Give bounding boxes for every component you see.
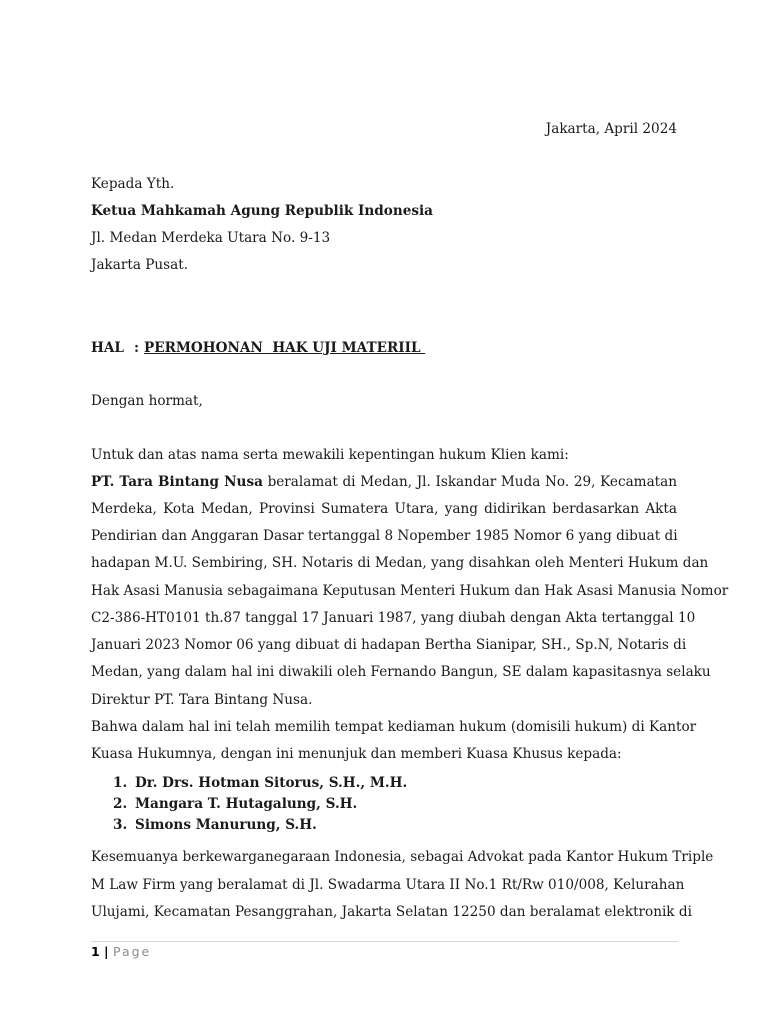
page-footer: [91, 942, 151, 962]
para3-line-3: Ulujami, Kecamatan Pesanggrahan, Jakarta Selatan 12250 dan beralamat elektronik di: [91, 904, 692, 920]
page-number: 1: [91, 944, 100, 959]
recipient-address-line-2: Jakarta Pusat.: [91, 257, 189, 273]
recipient-salutation: Kepada Yth.: [91, 176, 175, 192]
subject-text: PERMOHONAN HAK UJI MATERIIL: [144, 340, 426, 356]
para1-line-2: Merdeka, Kota Medan, Provinsi Sumatera Utara, yang didirikan berdasarkan Akta: [91, 501, 677, 517]
para1-line-3: Pendirian dan Anggaran Dasar tertanggal 8 Nopember 1985 Nomor 6 yang dibuat di: [91, 528, 678, 544]
page-word: Page: [112, 944, 152, 959]
para3-line-2: M Law Firm yang beralamat di Jl. Swadarma Utara II No.1 Rt/Rw 010/008, Kelurahan: [91, 877, 685, 893]
footer-divider: [91, 941, 678, 942]
para2-line-2: Kuasa Hukumnya, dengan ini menunjuk dan memberi Kuasa Khusus kepada:: [91, 746, 622, 762]
footer-separator: |: [99, 944, 113, 959]
attorney-list-item: 3. Simons Manurung, S.H.: [113, 817, 317, 833]
para1-line-6: C2-386-HT0101 th.87 tanggal 17 Januari 1987, yang diubah dengan Akta tertanggal 10: [91, 610, 696, 626]
attorney-list-item: 1. Dr. Drs. Hotman Sitorus, S.H., M.H.: [113, 775, 408, 791]
greeting: Dengan hormat,: [91, 393, 203, 409]
company-name: PT. Tara Bintang Nusa: [91, 474, 263, 490]
subject-colon: :: [134, 340, 140, 356]
para1-line-9: Direktur PT. Tara Bintang Nusa.: [91, 692, 313, 708]
para1-line-7: Januari 2023 Nomor 06 yang dibuat di hadapan Bertha Sianipar, SH., Sp.N, Notaris di: [91, 637, 687, 653]
subject-label: HAL: [91, 340, 124, 356]
para1-line-5: Hak Asasi Manusia sebagaimana Keputusan Menteri Hukum dan Hak Asasi Manusia Nomor: [91, 583, 729, 599]
recipient-name: Ketua Mahkamah Agung Republik Indonesia: [91, 203, 433, 219]
para2-line-1: Bahwa dalam hal ini telah memilih tempat kediaman hukum (domisili hukum) di Kantor: [91, 719, 697, 735]
para1-line-4: hadapan M.U. Sembiring, SH. Notaris di Medan, yang disahkan oleh Menteri Hukum dan: [91, 555, 709, 571]
attorney-list-item: 2. Mangara T. Hutagalung, S.H.: [113, 796, 358, 812]
para1-line-8: Medan, yang dalam hal ini diwakili oleh Fernando Bangun, SE dalam kapasitasnya selaku: [91, 664, 711, 680]
para3-line-1: Kesemuanya berkewarganegaraan Indonesia, sebagai Advokat pada Kantor Hukum Triple: [91, 849, 714, 865]
letter-date: Jakarta, April 2024: [545, 121, 677, 137]
recipient-address-line-1: Jl. Medan Merdeka Utara No. 9-13: [91, 230, 331, 246]
para1-line-1: PT. Tara Bintang Nusa beralamat di Medan, Jl. Iskandar Muda No. 29, Kecamatan: [91, 474, 677, 490]
intro-line: Untuk dan atas nama serta mewakili kepentingan hukum Klien kami:: [91, 447, 569, 463]
